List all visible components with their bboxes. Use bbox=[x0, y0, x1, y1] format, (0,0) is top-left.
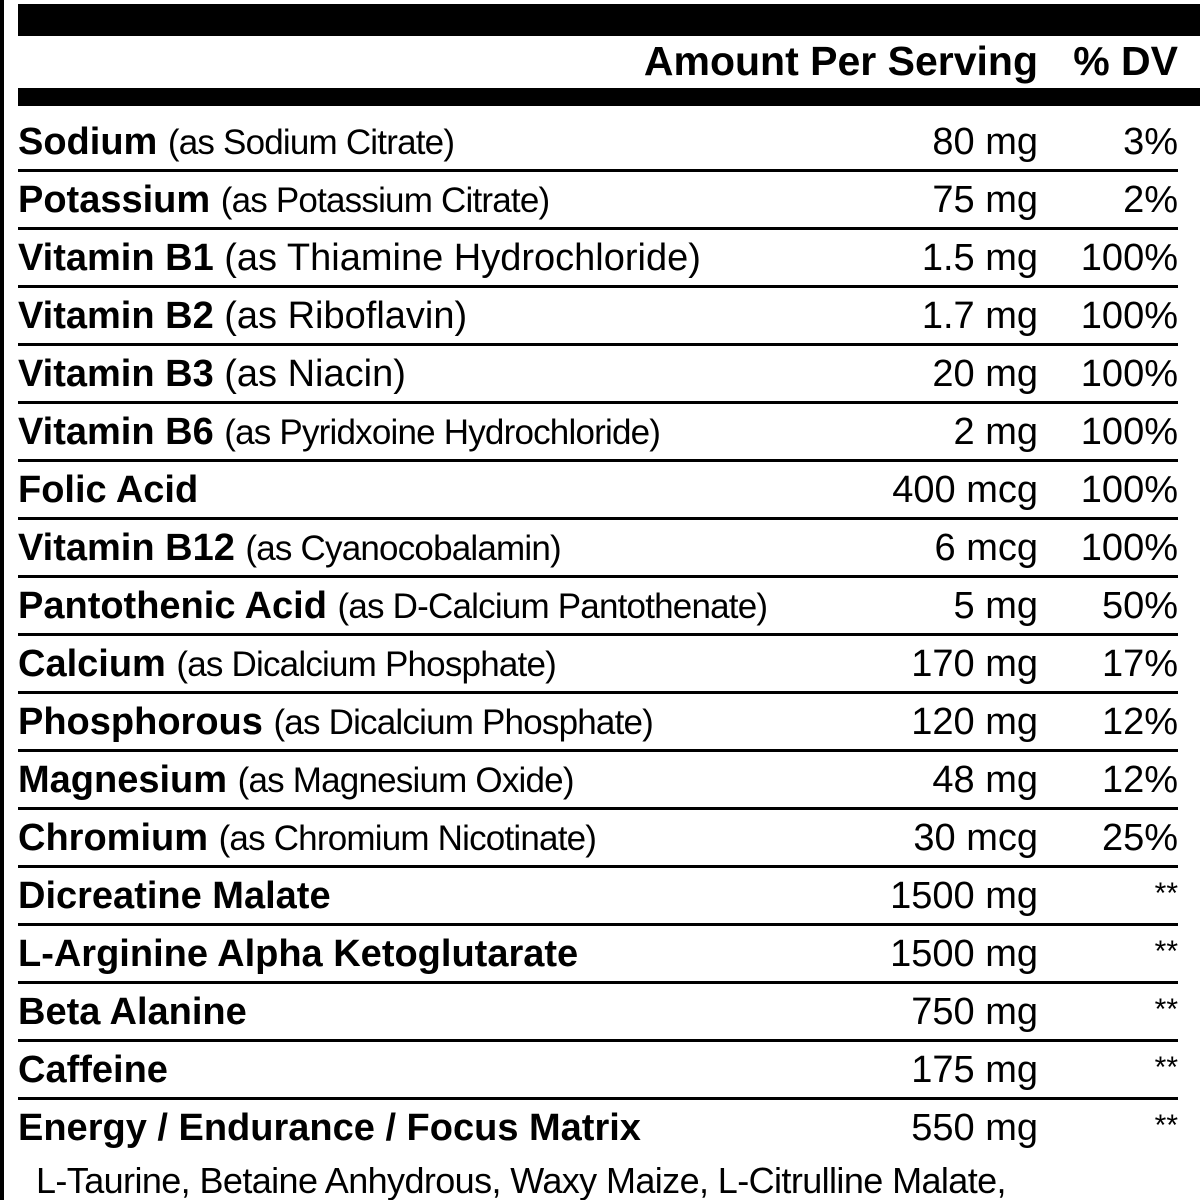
nutrient-amount: 1500 mg bbox=[890, 933, 1038, 975]
amount-per-serving-header: Amount Per Serving bbox=[643, 38, 1038, 84]
nutrient-source: (as Niacin) bbox=[224, 353, 406, 395]
nutrient-rows bbox=[18, 114, 1178, 1155]
nutrient-amount: 48 mg bbox=[932, 759, 1038, 801]
nutrient-dv: ** bbox=[1154, 877, 1178, 910]
nutrient-name: Vitamin B6 bbox=[18, 411, 214, 453]
nutrient-dv: 50% bbox=[1101, 585, 1178, 627]
nutrient-name: Phosphorous bbox=[18, 701, 263, 743]
nutrient-dv: 17% bbox=[1101, 643, 1178, 685]
nutrient-amount: 175 mg bbox=[911, 1049, 1038, 1091]
nutrient-name: Vitamin B3 bbox=[18, 353, 214, 395]
table-row bbox=[18, 462, 1178, 520]
nutrient-name: Energy / Endurance / Focus Matrix bbox=[18, 1107, 641, 1149]
nutrient-name: L-Arginine Alpha Ketoglutarate bbox=[18, 933, 579, 975]
nutrient-dv: 100% bbox=[1080, 469, 1178, 511]
table-row bbox=[18, 578, 1178, 636]
table-row bbox=[18, 1042, 1178, 1100]
panel-left-border bbox=[0, 0, 4, 1200]
nutrient-name: Vitamin B1 bbox=[18, 237, 214, 279]
nutrient-name: Magnesium bbox=[18, 759, 228, 801]
nutrient-dv: 100% bbox=[1080, 527, 1178, 569]
matrix-ingredients-text: L-Taurine, Betaine Anhydrous, Waxy Maize, L-Citrulline Malate, bbox=[36, 1160, 1006, 1200]
nutrient-dv: ** bbox=[1154, 993, 1178, 1026]
nutrient-amount: 170 mg bbox=[911, 643, 1038, 685]
nutrient-amount: 80 mg bbox=[932, 121, 1038, 163]
nutrient-name: Potassium bbox=[18, 179, 211, 221]
table-row bbox=[18, 984, 1178, 1042]
nutrient-source: (as Pyridxoine Hydrochloride) bbox=[224, 413, 661, 452]
table-row bbox=[18, 288, 1178, 346]
table-row bbox=[18, 810, 1178, 868]
top-bar bbox=[18, 4, 1200, 36]
nutrient-amount: 750 mg bbox=[911, 991, 1038, 1033]
nutrient-source: (as Riboflavin) bbox=[224, 295, 468, 337]
nutrient-dv: ** bbox=[1154, 1051, 1178, 1084]
nutrient-dv: 12% bbox=[1101, 759, 1178, 801]
nutrient-dv: 100% bbox=[1080, 411, 1178, 453]
nutrient-amount: 1.7 mg bbox=[921, 295, 1038, 337]
nutrient-source: (as Thiamine Hydrochloride) bbox=[224, 237, 701, 279]
nutrient-source: (as Potassium Citrate) bbox=[220, 181, 550, 220]
table-row bbox=[18, 636, 1178, 694]
table-row bbox=[18, 404, 1178, 462]
nutrient-name: Vitamin B12 bbox=[18, 527, 235, 569]
nutrient-name: Pantothenic Acid bbox=[18, 585, 327, 627]
nutrient-amount: 6 mcg bbox=[934, 527, 1038, 569]
table-row bbox=[18, 346, 1178, 404]
table-row bbox=[18, 230, 1178, 288]
nutrient-name: Calcium bbox=[18, 643, 166, 685]
nutrient-source: (as D-Calcium Pantothenate) bbox=[337, 587, 768, 626]
nutrient-amount: 2 mg bbox=[953, 411, 1038, 453]
nutrient-dv: 100% bbox=[1080, 237, 1178, 279]
nutrient-dv: ** bbox=[1154, 935, 1178, 968]
column-header-row bbox=[18, 36, 1178, 88]
nutrient-dv: ** bbox=[1154, 1109, 1178, 1142]
nutrient-dv: 12% bbox=[1101, 701, 1178, 743]
table-row bbox=[18, 172, 1178, 230]
table-row bbox=[18, 868, 1178, 926]
nutrient-name: Chromium bbox=[18, 817, 208, 859]
nutrient-name: Caffeine bbox=[18, 1049, 168, 1091]
nutrient-dv: 25% bbox=[1101, 817, 1178, 859]
table-row bbox=[18, 1100, 1178, 1155]
table-row bbox=[18, 752, 1178, 810]
table-row bbox=[18, 694, 1178, 752]
nutrient-source: (as Dicalcium Phosphate) bbox=[273, 703, 654, 742]
header-rule bbox=[18, 88, 1200, 106]
nutrient-source: (as Magnesium Oxide) bbox=[237, 761, 574, 800]
nutrient-amount: 75 mg bbox=[932, 179, 1038, 221]
nutrient-amount: 120 mg bbox=[911, 701, 1038, 743]
nutrient-name: Beta Alanine bbox=[18, 991, 247, 1033]
nutrient-source: (as Cyanocobalamin) bbox=[245, 529, 561, 568]
daily-value-header: % DV bbox=[1073, 38, 1178, 84]
nutrient-amount: 20 mg bbox=[932, 353, 1038, 395]
table-row bbox=[18, 520, 1178, 578]
nutrient-amount: 550 mg bbox=[911, 1107, 1038, 1149]
nutrient-amount: 1500 mg bbox=[890, 875, 1038, 917]
nutrient-dv: 100% bbox=[1080, 295, 1178, 337]
nutrient-name: Sodium bbox=[18, 121, 158, 163]
nutrient-amount: 400 mcg bbox=[892, 469, 1038, 511]
nutrient-name: Vitamin B2 bbox=[18, 295, 214, 337]
table-row bbox=[18, 114, 1178, 172]
nutrient-amount: 30 mcg bbox=[913, 817, 1038, 859]
nutrient-name: Folic Acid bbox=[18, 469, 199, 511]
nutrient-source: (as Chromium Nicotinate) bbox=[218, 819, 597, 858]
table-row bbox=[18, 926, 1178, 984]
nutrient-dv: 100% bbox=[1080, 353, 1178, 395]
nutrient-dv: 3% bbox=[1123, 121, 1178, 163]
nutrient-name: Dicreatine Malate bbox=[18, 875, 331, 917]
nutrient-source: (as Sodium Citrate) bbox=[167, 123, 455, 162]
nutrient-dv: 2% bbox=[1123, 179, 1178, 221]
nutrient-amount: 5 mg bbox=[953, 585, 1038, 627]
nutrient-amount: 1.5 mg bbox=[921, 237, 1038, 279]
nutrient-source: (as Dicalcium Phosphate) bbox=[176, 645, 556, 684]
